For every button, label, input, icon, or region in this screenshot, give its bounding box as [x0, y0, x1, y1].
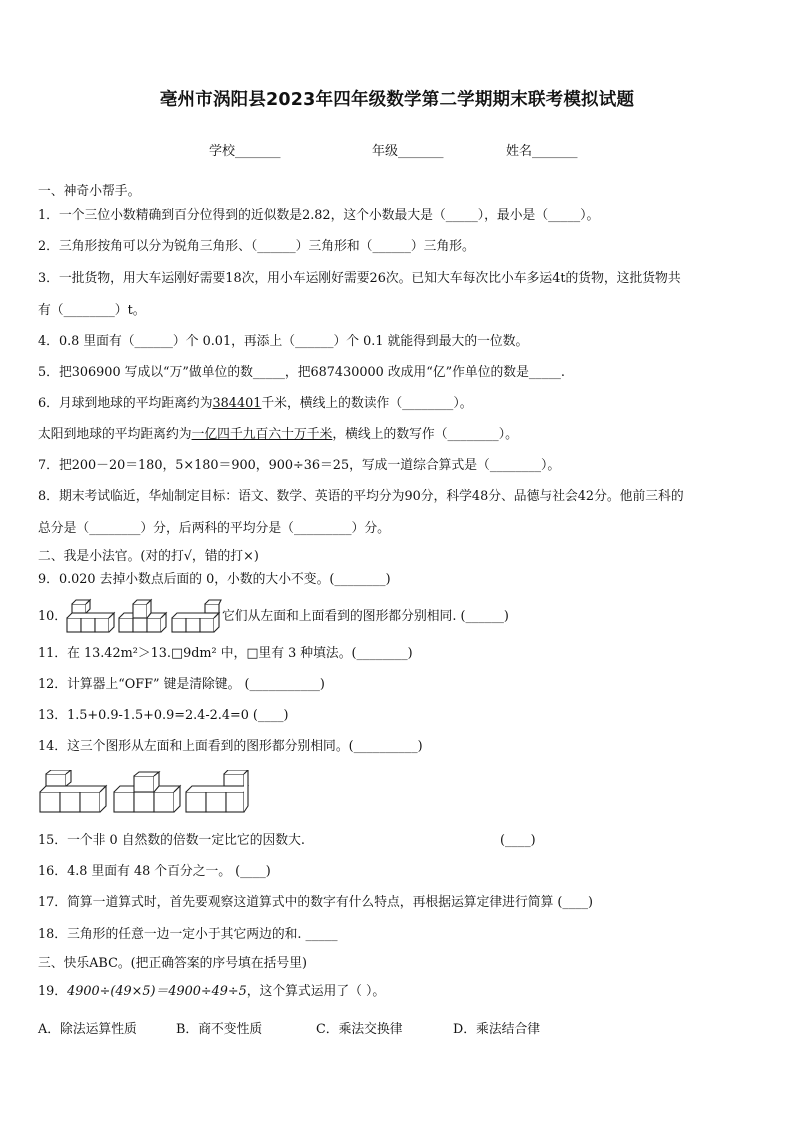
question-15-blank: (____): [500, 833, 536, 848]
section-2-heading: 二、我是小法官。(对的打√，错的打×): [38, 549, 259, 564]
question-6-line-1: [38, 395, 473, 413]
name-field: 姓名_______: [506, 144, 578, 159]
question-7: 7．把200－20＝180，5×180＝900，900÷36＝25，写成一道综合算式是（________）。: [38, 458, 561, 473]
q6b-text-post: ，横线上的数写作（________）。: [332, 427, 518, 442]
question-11: 11．在 13.42m²＞13.□9dm² 中，□里有 3 种填法。(________): [38, 646, 413, 661]
q19-text: ，这个算式运用了（ ）。: [246, 984, 386, 999]
q6b-underlined-number: 一亿四千九百六十万千米: [191, 427, 333, 442]
question-9: 9．0.020 去掉小数点后面的 0，小数的大小不变。(________): [38, 572, 391, 587]
question-16: 16．4.8 里面有 48 个百分之一。 (____): [38, 864, 271, 879]
option-a: A．除法运算性质: [38, 1022, 137, 1037]
q6-underlined-number: 384401: [212, 396, 262, 411]
question-17: 17．简算一道算式时，首先要观察这道算式中的数字有什么特点，再根据运算定律进行简算 (____): [38, 895, 594, 910]
school-field: 学校_______: [209, 144, 281, 159]
question-3-line-2: 有（________）t。: [38, 303, 146, 318]
question-8-line-2: 总分是（________）分，后两科的平均分是（_________）分。: [38, 521, 390, 536]
cube-figure-1: [67, 600, 114, 632]
q14-figure-1: [40, 770, 106, 812]
question-10-number: 10．: [38, 609, 68, 624]
question-13: 13．1.5+0.9-1.5+0.9=2.4-2.4=0 (____): [38, 708, 289, 723]
section-1-heading: 一、神奇小帮手。: [38, 184, 141, 199]
option-d: D．乘法结合律: [453, 1022, 541, 1037]
cube-figure-3: [172, 600, 221, 632]
grade-field: 年级_______: [372, 144, 444, 159]
question-4: 4．0.8 里面有（______）个 0.01，再添上（______）个 0.1 就能得到最大的一位数。: [38, 334, 529, 349]
question-18: 18．三角形的任意一边一定小于其它两边的和. _____: [38, 927, 338, 942]
q19-number: 19．: [38, 984, 68, 999]
q14-figure-2: [114, 772, 180, 812]
q19-formula: 4900÷(49×5)＝4900÷49÷5: [67, 984, 247, 999]
q6-text-pre: 6．月球到地球的平均距离约为: [38, 396, 213, 411]
option-c: C．乘法交换律: [316, 1022, 403, 1037]
question-19: [38, 983, 385, 1001]
question-3-line-1: 3．一批货物，用大车运刚好需要18次，用小车运刚好需要26次。已知大车每次比小车多运4t的货物，这批货物共: [38, 271, 681, 286]
page-title: 亳州市涡阳县2023年四年级数学第二学期期末联考模拟试题: [159, 90, 635, 110]
question-10-text: 它们从左面和上面看到的图形都分别相同. (______): [222, 609, 509, 624]
q14-figure-3: [186, 770, 248, 812]
question-1: 1．一个三位小数精确到百分位得到的近似数是2.82，这个小数最大是（_____），最小是（_____）。: [38, 208, 600, 223]
cube-figure-2: [119, 600, 166, 632]
question-6-line-2: [38, 426, 518, 444]
cube-figures-q14: [38, 770, 250, 816]
question-8-line-1: 8．期末考试临近，华灿制定目标：语文、数学、英语的平均分为90分，科学48分、品德与社会42分。他前三科的: [38, 489, 684, 504]
q6-text-post: 千米，横线上的数读作（________）。: [261, 396, 473, 411]
q6b-text-pre: 太阳到地球的平均距离约为: [38, 427, 192, 442]
section-3-heading: 三、快乐ABC。(把正确答案的序号填在括号里): [38, 956, 308, 971]
question-2: 2．三角形按角可以分为锐角三角形、（______）三角形和（______）三角形。: [38, 239, 475, 254]
question-5: 5．把306900 写成以“万”做单位的数_____，把687430000 改成用“亿”作单位的数是_____.: [38, 365, 565, 380]
question-14: 14．这三个图形从左面和上面看到的图形都分别相同。(__________): [38, 739, 423, 754]
question-12: 12．计算器上“OFF” 键是清除键。 (___________): [38, 677, 325, 692]
question-15: 15．一个非 0 自然数的倍数一定比它的因数大.: [38, 833, 305, 848]
cube-figures-q10: [64, 598, 226, 636]
option-b: B．商不变性质: [176, 1022, 263, 1037]
